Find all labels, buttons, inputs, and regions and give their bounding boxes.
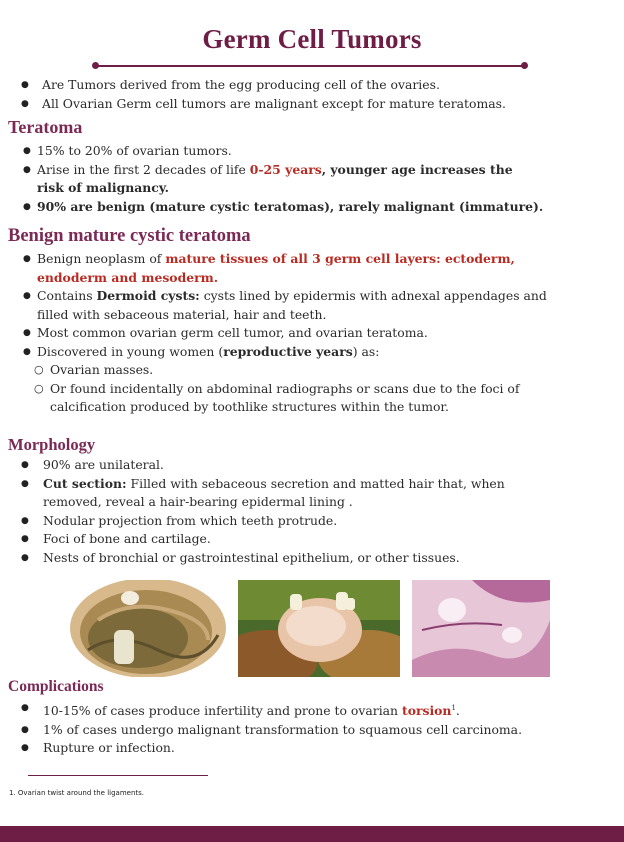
sub-list-item: ○ Ovarian masses. <box>34 362 154 377</box>
complications-heading: Complications <box>8 678 104 695</box>
list-item: ● Cut section: Filled with sebaceous secretion and matted hair that, when removed, reveal a hair-bearing epidermal lining . <box>21 475 505 509</box>
morphology-heading: Morphology <box>8 435 96 454</box>
list-item: ● Nests of bronchial or gastrointestinal epithelium, or other tissues. <box>21 549 460 565</box>
divider-knob-left <box>92 62 99 69</box>
list-item: ● Rupture or infection. <box>21 740 175 756</box>
dermoid-cyst-image <box>238 580 400 677</box>
list-item: ● 10-15% of cases produce infertility and prone to ovarian torsion$^1$. <box>21 703 460 719</box>
title-divider <box>95 65 525 67</box>
teratoma-heading: Teratoma <box>8 117 83 137</box>
list-item: ● Arise in the first 2 decades of life 0-25 years, younger age increases the risk of malignancy. <box>23 161 513 195</box>
list-item: ● Nodular projection from which teeth protrude. <box>21 512 338 528</box>
histology-image <box>412 580 550 677</box>
benign-heading: Benign mature cystic teratoma <box>8 226 251 246</box>
list-item: ● Discovered in young women (reproductive years) as: <box>23 343 380 359</box>
teratoma-list <box>0 142 624 216</box>
list-item: ● Benign neoplasm of mature tissues of all 3 germ cell layers: ectoderm, endoderm and mesoderm. <box>23 251 515 285</box>
list-item: ● 1% of cases undergo malignant transformation to squamous cell carcinoma. <box>21 721 523 737</box>
page-title: Germ Cell Tumors <box>202 24 422 54</box>
list-item: ● Contains Dermoid cysts: cysts lined by epidermis with adnexal appendages and filled with sebaceous material, hair and teeth. <box>23 288 547 322</box>
divider-knob-right <box>521 62 528 69</box>
morphology-list <box>0 456 624 567</box>
list-item: ● Are Tumors derived from the egg producing cell of the ovaries. <box>21 77 440 92</box>
list-item: ● Foci of bone and cartilage. <box>21 531 211 546</box>
complications-list <box>0 699 624 758</box>
bottom-band <box>0 826 624 842</box>
sub-list-item: ○ Or found incidentally on abdominal radiographs or scans due to the foci of calcification produced by toothlike structures within the tumor. <box>34 380 520 414</box>
footnote-divider <box>28 775 208 776</box>
intro-list <box>0 76 624 113</box>
list-item: ● 90% are unilateral. <box>21 457 164 472</box>
gross-specimen-image <box>68 580 228 677</box>
footnote: 1. Ovarian twist around the ligaments. <box>9 789 145 797</box>
list-item: ● Most common ovarian germ cell tumor, and ovarian teratoma. <box>23 325 428 340</box>
list-item: ● All Ovarian Germ cell tumors are malignant except for mature teratomas. <box>21 95 506 111</box>
benign-list <box>0 250 624 417</box>
list-item: ● 15% to 20% of ovarian tumors. <box>23 143 232 158</box>
list-item: ● 90% are benign (mature cystic teratomas), rarely malignant (immature). <box>23 198 544 214</box>
